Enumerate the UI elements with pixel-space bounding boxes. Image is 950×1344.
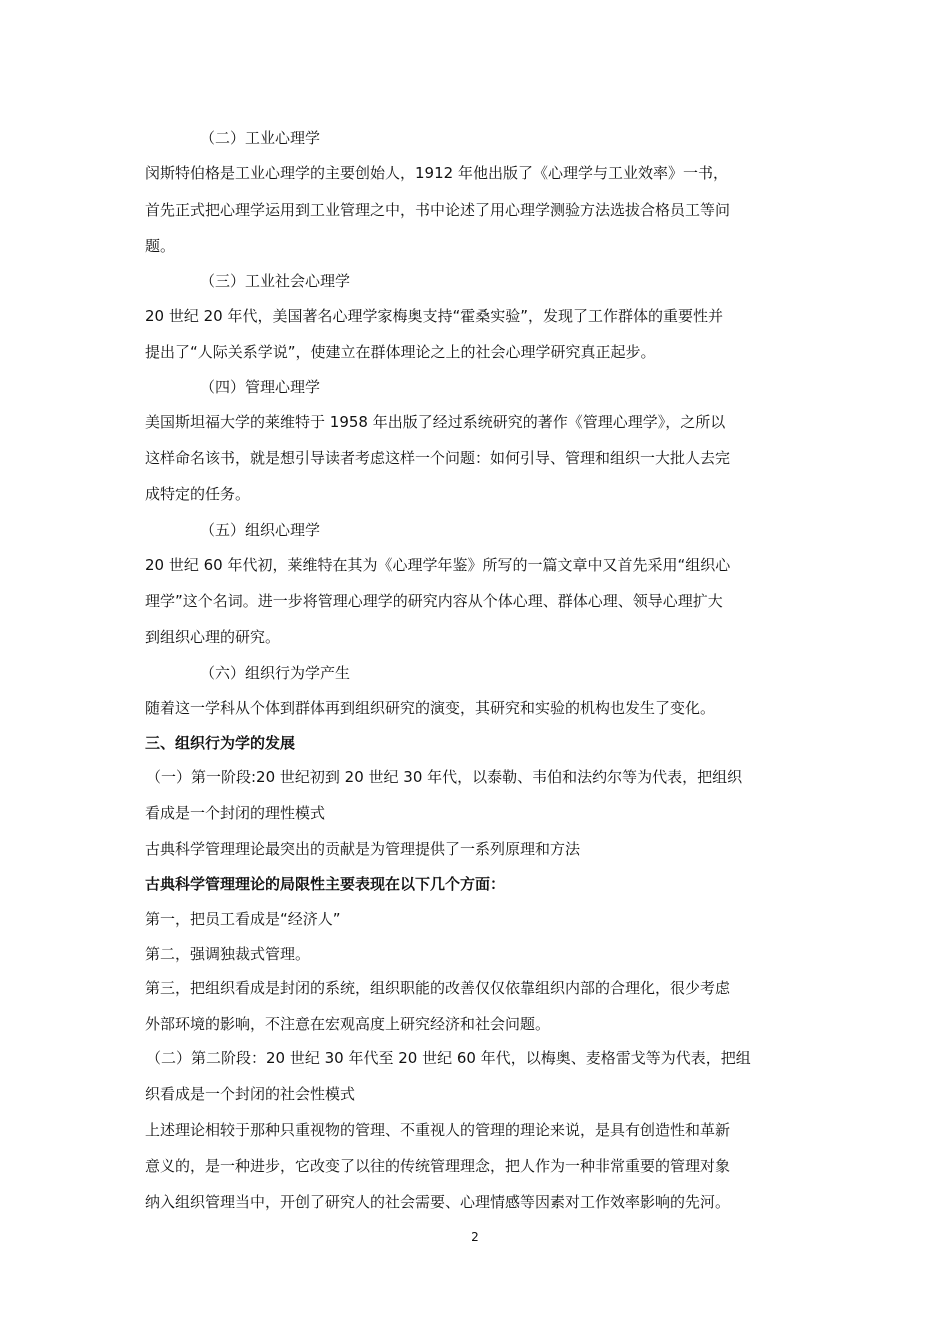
paragraph-line: 提出了“人际关系学说”，使建立在群体理论之上的社会心理学研究真正起步。 (145, 343, 656, 361)
paragraph-line: 闵斯特伯格是工业心理学的主要创始人，1912 年他出版了《心理学与工业效率》一书， (145, 164, 728, 182)
paragraph-line: 这样命名该书，就是想引导读者考虑这样一个问题：如何引导、管理和组织一大批人去完 (145, 449, 731, 467)
stage-two-line: （二）第二阶段：20 世纪 30 年代至 20 世纪 60 年代，以梅奥、麦格雷戈等为代表，把组 (146, 1049, 751, 1067)
section-heading-organizational-psychology: （五）组织心理学 (200, 521, 321, 539)
section-heading-management-psychology: （四）管理心理学 (200, 378, 321, 396)
paragraph-line: 看成是一个封闭的理性模式 (145, 804, 326, 822)
paragraph-line: 织看成是一个封闭的社会性模式 (145, 1085, 356, 1103)
paragraph-line: 外部环境的影响，不注意在宏观高度上研究经济和社会问题。 (145, 1015, 551, 1033)
section-heading-industrial-psychology: （二）工业心理学 (200, 129, 321, 147)
paragraph-line: 上述理论相较于那种只重视物的管理、不重视人的管理的理论来说，是具有创造性和革新 (145, 1121, 731, 1139)
paragraph-line: 意义的，是一种进步，它改变了以往的传统管理理念，把人作为一种非常重要的管理对象 (145, 1157, 731, 1175)
paragraph-line: 理学”这个名词。进一步将管理心理学的研究内容从个体心理、群体心理、领导心理扩大 (145, 592, 723, 610)
stage-one-line: （一）第一阶段:20 世纪初到 20 世纪 30 年代，以泰勒、韦伯和法约尔等为代表，把组织 (146, 768, 743, 786)
paragraph-line: 20 世纪 60 年代初，莱维特在其为《心理学年鉴》所写的一篇文章中又首先采用“组织心 (145, 556, 731, 574)
section-heading-organizational-behavior: （六）组织行为学产生 (200, 664, 351, 682)
section-heading-industrial-social-psychology: （三）工业社会心理学 (200, 272, 351, 290)
paragraph-line: 成特定的任务。 (145, 485, 251, 503)
paragraph-line: 随着这一学科从个体到群体再到组织研究的演变，其研究和实验的机构也发生了变化。 (145, 699, 716, 717)
bold-statement: 古典科学管理理论的局限性主要表现在以下几个方面： (145, 875, 506, 893)
paragraph-line: 古典科学管理理论最突出的贡献是为管理提供了一系列原理和方法 (145, 840, 581, 858)
list-item: 第一，把员工看成是“经济人” (145, 910, 341, 928)
paragraph-line: 题。 (145, 237, 176, 255)
chapter-heading-development: 三、组织行为学的发展 (145, 734, 296, 752)
paragraph-line: 20 世纪 20 年代，美国著名心理学家梅奥支持“霍桑实验”，发现了工作群体的重要性并 (145, 307, 724, 325)
paragraph-line: 首先正式把心理学运用到工业管理之中，书中论述了用心理学测验方法选拔合格员工等问 (145, 201, 731, 219)
paragraph-line: 美国斯坦福大学的莱维特于 1958 年出版了经过系统研究的著作《管理心理学》，之所以 (145, 413, 726, 431)
paragraph-line: 到组织心理的研究。 (145, 628, 281, 646)
paragraph-line: 纳入组织管理当中，开创了研究人的社会需要、心理情感等因素对工作效率影响的先河。 (145, 1193, 731, 1211)
list-item: 第二，强调独裁式管理。 (145, 945, 311, 963)
list-item: 第三，把组织看成是封闭的系统，组织职能的改善仅仅依靠组织内部的合理化，很少考虑 (145, 979, 731, 997)
page-number: 2 (471, 1230, 479, 1244)
